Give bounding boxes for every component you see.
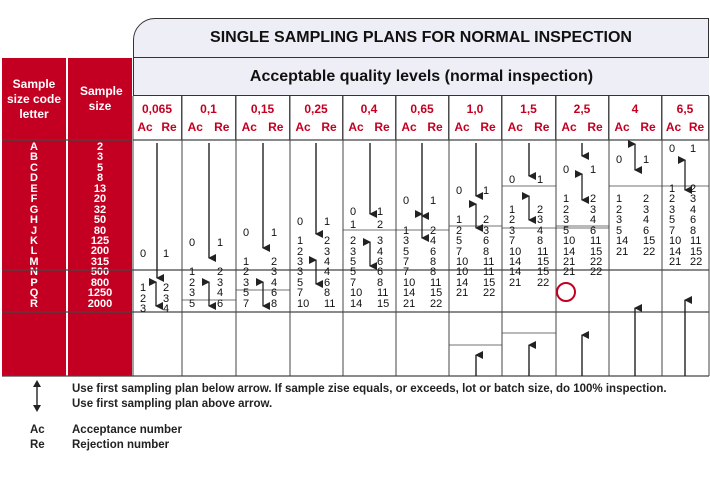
- aql-level: 2,5: [573, 102, 591, 116]
- re-value: 1: [163, 247, 170, 260]
- ac-value: 14: [403, 287, 416, 300]
- ac-label: Ac: [401, 120, 417, 134]
- sample-size: 500: [90, 266, 110, 279]
- aql-level: 1,5: [520, 102, 537, 116]
- sample-size: 2: [96, 141, 104, 153]
- ac-value: 14: [669, 245, 682, 258]
- code-letter: G: [29, 203, 39, 216]
- re-value: 11: [324, 297, 336, 310]
- code-letter: K: [30, 234, 38, 247]
- re-value: 2: [690, 182, 697, 195]
- code-letter: J: [30, 224, 38, 237]
- re-value: 4: [643, 214, 650, 227]
- re-value: 4: [430, 235, 437, 248]
- re-value: 15: [590, 245, 603, 258]
- ac-value: 3: [403, 235, 410, 248]
- ac-value: 3: [509, 224, 516, 237]
- ac-value: 3: [563, 214, 570, 227]
- ac-label: Ac: [295, 120, 311, 134]
- re-value: 3: [590, 203, 597, 216]
- code-letter: C: [30, 161, 38, 174]
- re-value: 8: [537, 235, 544, 248]
- ac-value: 0: [297, 216, 304, 229]
- ac-value: 5: [243, 287, 250, 300]
- ac-value: 1: [563, 193, 570, 206]
- ac-value: 3: [616, 214, 623, 227]
- ac-value: 5: [563, 224, 570, 237]
- ac-value: 1: [297, 235, 304, 248]
- ac-value: 3: [243, 276, 250, 289]
- aql-level: 0,65: [410, 102, 434, 116]
- ac-value: 7: [297, 287, 304, 300]
- re-value: 1: [590, 163, 597, 176]
- ac-value: 7: [350, 276, 357, 289]
- ac-value: 1: [509, 203, 516, 216]
- aql-subtitle: Acceptable quality levels (normal inspection): [133, 58, 709, 96]
- ac-value: 0: [509, 174, 516, 187]
- ac-value: 21: [403, 297, 416, 310]
- sample-size: 13: [93, 182, 107, 195]
- re-label: Re: [480, 120, 496, 134]
- ac-value: 10: [669, 235, 682, 248]
- re-value: 3: [163, 292, 170, 305]
- re-value: 11: [430, 276, 442, 289]
- sample-size: 315: [90, 255, 110, 268]
- sample-size: 32: [93, 203, 107, 216]
- re-value: 22: [590, 266, 603, 279]
- code-letter: A: [30, 141, 38, 153]
- re-value: 8: [430, 255, 437, 268]
- re-value: 8: [324, 287, 331, 300]
- ac-value: 10: [350, 287, 363, 300]
- re-value: 2: [537, 203, 544, 216]
- re-value: 2: [430, 224, 437, 237]
- re-value: 4: [690, 203, 697, 216]
- ac-value: 3: [350, 245, 357, 258]
- re-value: 3: [377, 235, 384, 248]
- legend-arrow-above: Use first sampling plan above arrow.: [72, 398, 273, 410]
- re-value: 4: [271, 276, 278, 289]
- re-label: Re: [688, 120, 705, 134]
- sample-size: 80: [93, 224, 107, 237]
- re-value: 8: [271, 297, 278, 310]
- sample-size: 125: [90, 234, 110, 247]
- ac-value: 1: [140, 282, 147, 295]
- legend-arrow-below: Use first sampling plan below arrow. If sample zise equals, or exceeds, lot or batch size, do 100% inspection.: [72, 383, 667, 395]
- re-value: 2: [643, 193, 650, 206]
- re-value: 22: [590, 255, 603, 268]
- ac-value: 5: [616, 224, 623, 237]
- ac-label: Ac: [614, 120, 630, 134]
- code-letter: R: [30, 297, 38, 310]
- ac-label: Ac: [241, 120, 257, 134]
- code-letter: F: [30, 193, 38, 206]
- re-value: 4: [324, 255, 331, 268]
- aql-level: 0,065: [141, 102, 173, 116]
- legend-re-desc: Rejection number: [72, 439, 170, 451]
- re-value: 1: [217, 237, 224, 250]
- ac-label: Ac: [507, 120, 523, 134]
- ac-value: 3: [140, 302, 147, 315]
- ac-value: 14: [456, 276, 469, 289]
- re-value: 22: [483, 287, 496, 300]
- re-value: 22: [643, 245, 656, 258]
- ac-value: 2: [297, 245, 304, 258]
- ac-value: 3: [297, 255, 304, 268]
- re-label: Re: [374, 120, 390, 134]
- re-value: 6: [690, 214, 697, 227]
- re-value: 22: [537, 276, 550, 289]
- re-value: 11: [377, 287, 389, 300]
- ac-label: Ac: [137, 120, 153, 134]
- re-value: 8: [430, 266, 437, 279]
- re-value: 1: [271, 226, 278, 239]
- code-letter: D: [30, 172, 38, 185]
- ac-value: 0: [350, 205, 357, 218]
- ac-label: Ac: [561, 120, 577, 134]
- re-value: 11: [483, 255, 495, 268]
- re-label: Re: [587, 120, 603, 134]
- ac-value: 14: [509, 255, 522, 268]
- ac-value: 7: [669, 224, 676, 237]
- re-value: 4: [217, 287, 224, 300]
- double-arrow-icon: [30, 380, 44, 412]
- code-letter: P: [30, 276, 38, 289]
- ac-value: 0: [403, 195, 410, 208]
- re-value: 11: [537, 245, 549, 258]
- ac-value: 2: [456, 224, 463, 237]
- ac-label: Ac: [665, 120, 682, 134]
- sample-size-header: Sample size: [68, 58, 132, 140]
- re-value: 6: [271, 287, 278, 300]
- ac-value: 1: [669, 182, 676, 195]
- ac-value: 5: [350, 255, 357, 268]
- ac-value: 10: [456, 255, 469, 268]
- ac-value: 1: [403, 224, 410, 237]
- code-letter: E: [30, 182, 38, 195]
- ac-value: 2: [350, 235, 357, 248]
- sample-size: 5: [96, 161, 104, 174]
- code-letter: Q: [29, 287, 39, 300]
- re-value: 2: [217, 266, 224, 279]
- sample-size: 20: [93, 193, 107, 206]
- re-value: 3: [690, 193, 697, 206]
- ac-label: Ac: [454, 120, 470, 134]
- ac-value: 3: [189, 287, 196, 300]
- ac-value: 0: [189, 237, 196, 250]
- ac-value: 21: [563, 266, 576, 279]
- re-value: 8: [377, 276, 384, 289]
- ac-value: 10: [403, 276, 416, 289]
- ac-value: 7: [243, 297, 250, 310]
- code-letter-header: Sample size code letter: [2, 58, 66, 140]
- ac-value: 5: [189, 297, 196, 310]
- re-value: 15: [537, 255, 550, 268]
- re-value: 15: [537, 266, 550, 279]
- legend-re-abbr: Re: [30, 439, 45, 451]
- ac-value: 2: [189, 276, 196, 289]
- re-value: 3: [217, 276, 224, 289]
- re-label: Re: [161, 120, 177, 134]
- re-value: 1: [377, 205, 384, 218]
- re-value: 15: [430, 287, 443, 300]
- re-value: 6: [430, 245, 437, 258]
- ac-label: Ac: [348, 120, 364, 134]
- table-title: SINGLE SAMPLING PLANS FOR NORMAL INSPECTION: [133, 18, 709, 58]
- re-label: Re: [268, 120, 284, 134]
- re-value: 6: [483, 235, 490, 248]
- ac-value: 0: [243, 226, 250, 239]
- re-value: 2: [377, 219, 384, 232]
- re-value: 2: [483, 214, 490, 227]
- ac-value: 0: [140, 247, 147, 260]
- re-value: 4: [324, 266, 331, 279]
- re-value: 1: [643, 153, 650, 166]
- ac-value: 10: [297, 297, 310, 310]
- re-value: 2: [163, 282, 170, 295]
- highlight-circle: [556, 282, 576, 302]
- re-label: Re: [427, 120, 443, 134]
- re-value: 22: [690, 255, 703, 268]
- aql-level: 6,5: [676, 102, 694, 116]
- re-label: Re: [534, 120, 550, 134]
- re-value: 4: [163, 302, 170, 315]
- re-value: 2: [271, 255, 278, 268]
- ac-value: 7: [456, 245, 463, 258]
- ac-value: 2: [243, 266, 250, 279]
- ac-value: 21: [616, 245, 629, 258]
- sample-size: 1250: [87, 287, 113, 300]
- re-value: 4: [377, 245, 384, 258]
- re-value: 1: [430, 195, 437, 208]
- ac-value: 1: [243, 255, 250, 268]
- ac-value: 14: [563, 245, 576, 258]
- re-value: 6: [590, 224, 597, 237]
- aql-level: 0,1: [200, 102, 217, 116]
- re-value: 1: [537, 174, 544, 187]
- ac-value: 0: [616, 153, 623, 166]
- ac-value: 1: [350, 219, 357, 232]
- re-value: 15: [690, 245, 703, 258]
- ac-value: 2: [509, 214, 516, 227]
- re-value: 1: [690, 143, 697, 156]
- re-value: 8: [483, 245, 490, 258]
- re-value: 3: [643, 203, 650, 216]
- re-value: 4: [537, 224, 544, 237]
- code-letter: H: [30, 214, 38, 227]
- re-value: 22: [430, 297, 443, 310]
- ac-value: 5: [669, 214, 676, 227]
- ac-value: 1: [189, 266, 196, 279]
- aql-level: 0,15: [250, 102, 275, 116]
- re-value: 15: [643, 235, 656, 248]
- ac-value: 21: [669, 255, 682, 268]
- ac-value: 10: [456, 266, 469, 279]
- re-value: 1: [483, 184, 490, 197]
- re-value: 4: [590, 214, 597, 227]
- re-value: 6: [377, 266, 384, 279]
- code-letter: M: [29, 255, 39, 268]
- ac-value: 0: [456, 184, 463, 197]
- ac-value: 7: [509, 235, 516, 248]
- re-label: Re: [321, 120, 337, 134]
- re-value: 3: [271, 266, 278, 279]
- ac-value: 21: [509, 276, 522, 289]
- re-value: 3: [537, 214, 544, 227]
- ac-value: 5: [350, 266, 357, 279]
- legend-ac-abbr: Ac: [30, 424, 45, 436]
- re-value: 6: [377, 255, 384, 268]
- aql-level: 0,4: [360, 102, 378, 116]
- code-letter: N: [30, 266, 38, 279]
- ac-value: 14: [350, 297, 363, 310]
- re-value: 3: [483, 224, 490, 237]
- sample-size: 2000: [87, 297, 113, 310]
- re-value: 11: [590, 235, 602, 248]
- ac-value: 10: [563, 235, 576, 248]
- aql-level: 0,25: [304, 102, 328, 116]
- aql-level: 4: [631, 102, 639, 116]
- ac-value: 2: [669, 193, 676, 206]
- ac-value: 2: [616, 203, 623, 216]
- legend-ac-desc: Acceptance number: [72, 424, 182, 436]
- ac-value: 1: [616, 193, 623, 206]
- ac-label: Ac: [187, 120, 203, 134]
- sample-size: 8: [96, 172, 104, 185]
- ac-value: 3: [669, 203, 676, 216]
- code-letter: B: [30, 151, 38, 164]
- ac-value: 1: [456, 214, 463, 227]
- ac-value: 2: [563, 203, 570, 216]
- re-value: 11: [690, 235, 702, 248]
- re-value: 2: [590, 193, 597, 206]
- code-letter: L: [30, 245, 38, 258]
- ac-value: 14: [616, 235, 629, 248]
- re-value: 3: [324, 245, 331, 258]
- ac-value: 3: [297, 266, 304, 279]
- re-value: 11: [483, 266, 495, 279]
- re-value: 15: [377, 297, 390, 310]
- aql-level: 1,0: [466, 102, 484, 116]
- ac-value: 5: [456, 235, 463, 248]
- re-value: 1: [324, 216, 331, 229]
- re-label: Re: [640, 120, 656, 134]
- re-value: 15: [483, 276, 496, 289]
- sample-size: 200: [90, 245, 110, 258]
- sample-size: 50: [93, 214, 107, 227]
- ac-value: 10: [509, 245, 522, 258]
- ac-value: 21: [456, 287, 469, 300]
- ac-value: 7: [403, 255, 410, 268]
- ac-value: 0: [669, 143, 676, 156]
- ac-value: 21: [563, 255, 576, 268]
- re-value: 2: [324, 235, 331, 248]
- sample-size: 3: [96, 151, 104, 164]
- ac-value: 2: [140, 292, 147, 305]
- re-value: 6: [643, 224, 650, 237]
- ac-value: 0: [563, 163, 570, 176]
- sample-size: 800: [90, 276, 110, 289]
- ac-value: 5: [403, 245, 410, 258]
- re-value: 8: [690, 224, 697, 237]
- ac-value: 7: [403, 266, 410, 279]
- re-value: 6: [217, 297, 224, 310]
- ac-value: 5: [297, 276, 304, 289]
- re-label: Re: [214, 120, 230, 134]
- re-value: 6: [324, 276, 331, 289]
- ac-value: 14: [509, 266, 522, 279]
